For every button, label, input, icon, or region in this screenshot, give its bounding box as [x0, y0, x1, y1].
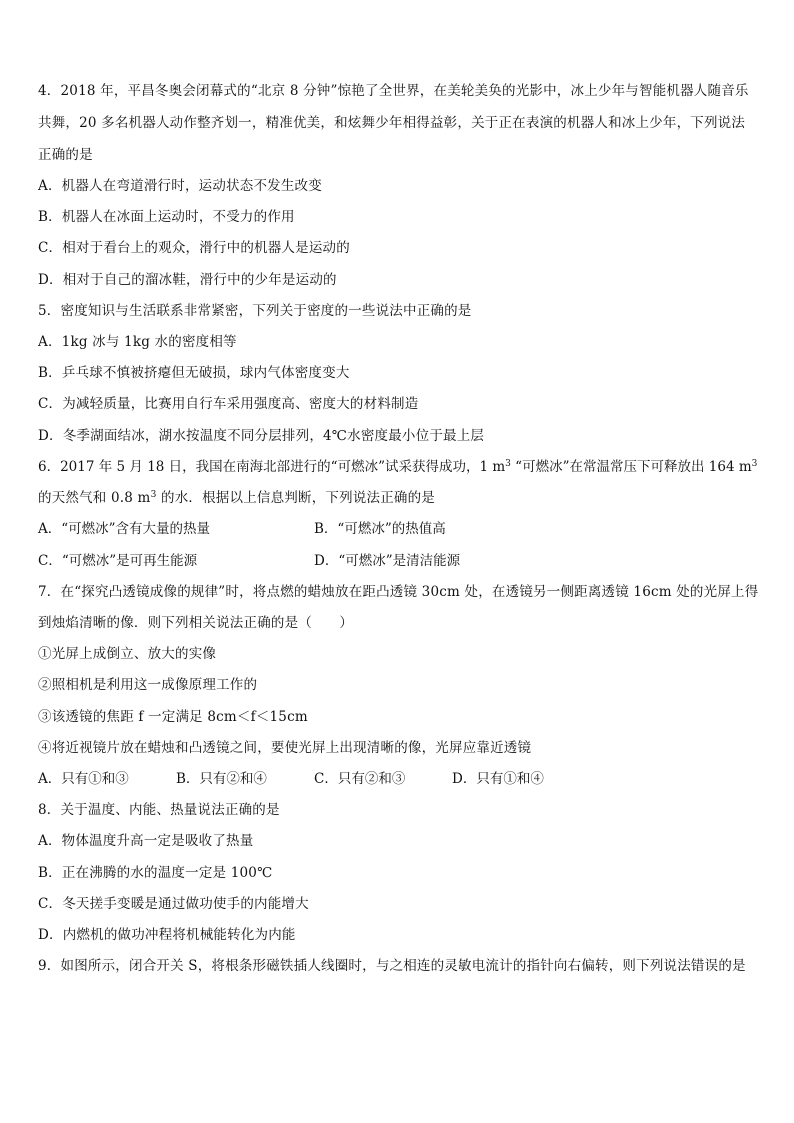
q7-statement-3: ③该透镜的焦距 f 一定满足 8cm＜f＜15cm — [38, 709, 308, 725]
q7-option-b: B．只有②和④ — [176, 771, 267, 787]
q7-option-a: A．只有①和③ — [38, 771, 129, 787]
q7-stem-line-2: 到烛焰清晰的像．则下列相关说法正确的是（ ） — [38, 615, 354, 631]
q4-option-c: C．相对于看台上的观众，滑行中的机器人是运动的 — [38, 240, 350, 256]
q7-statement-1: ①光屏上成倒立、放大的实像 — [38, 646, 217, 662]
q5-option-b: B．乒乓球不慎被挤瘪但无破损，球内气体密度变大 — [38, 365, 350, 381]
q8-option-c: C．冬天搓手变暖是通过做功使手的内能增大 — [38, 896, 309, 912]
q6-option-c: C．“可燃冰”是可再生能源 — [38, 553, 198, 569]
q8-option-a: A．物体温度升高一定是吸收了热量 — [38, 833, 254, 849]
q6-text-1b: “可燃冰”在常温常压下可释放出 164 m — [510, 459, 752, 475]
q6-stem-line-1 — [38, 458, 757, 476]
q5-stem: 5．密度知识与生活联系非常紧密，下列关于密度的一些说法中正确的是 — [38, 303, 472, 319]
q8-stem: 8．关于温度、内能、热量说法正确的是 — [38, 802, 280, 818]
q6-text-2b: 的水．根据以上信息判断，下列说法正确的是 — [156, 490, 435, 506]
q4-option-a: A．机器人在弯道滑行时，运动状态不发生改变 — [38, 178, 322, 194]
q4-stem-line-2: 共舞，20 多名机器人动作整齐划一，精准优美，和炫舞少年相得益彰，关于正在表演的机器人和冰上少年，下列说法 — [38, 115, 746, 131]
q5-option-a: A．1kg 冰与 1kg 水的密度相等 — [38, 334, 237, 350]
q4-stem-line-3: 正确的是 — [38, 147, 93, 163]
q4-option-b: B．机器人在冰面上运动时，不受力的作用 — [38, 209, 295, 225]
q9-stem: 9．如图所示，闭合开关 S，将根条形磁铁插人线圈时，与之相连的灵敏电流计的指针向右偏转，则下列说法错误的是 — [38, 958, 746, 974]
q6-sup-2: 3 — [751, 459, 758, 469]
q6-option-b: B．“可燃冰”的热值高 — [314, 521, 446, 537]
q6-text-1a: 6．2017 年 5 月 18 日，我国在南海北部进行的“可燃冰”试采获得成功，1 m — [38, 459, 506, 475]
q6-option-d: D．“可燃冰”是清洁能源 — [314, 553, 461, 569]
q8-option-d: D．内燃机的做功冲程将机械能转化为内能 — [38, 927, 296, 943]
q8-option-b: B．正在沸腾的水的温度一定是 100℃ — [38, 865, 273, 881]
q6-text-2a: 的天然气和 0.8 m — [38, 490, 151, 506]
q7-option-d: D．只有①和④ — [452, 771, 544, 787]
q4-option-d: D．相对于自己的溜冰鞋，滑行中的少年是运动的 — [38, 272, 337, 288]
q6-option-a: A．“可燃冰”含有大量的热量 — [38, 521, 211, 537]
q6-sup-3: 3 — [150, 490, 157, 500]
q7-statement-2: ②照相机是利用这一成像原理工作的 — [38, 677, 258, 693]
q5-option-c: C．为减轻质量，比赛用自行车采用强度高、密度大的材料制造 — [38, 396, 419, 412]
q7-option-c: C．只有②和③ — [314, 771, 406, 787]
q6-stem-line-2 — [38, 489, 435, 507]
q7-statement-4: ④将近视镜片放在蜡烛和凸透镜之间，要使光屏上出现清晰的像，光屏应靠近透镜 — [38, 740, 532, 756]
q7-stem-line-1: 7．在“探究凸透镜成像的规律”时，将点燃的蜡烛放在距凸透镜 30cm 处，在透镜另一侧距离透镜 16cm 处的光屏上得 — [38, 584, 759, 600]
q6-sup-1: 3 — [505, 459, 511, 469]
q4-stem-line-1: 4．2018 年，平昌冬奥会闭幕式的“北京 8 分钟”惊艳了全世界，在美轮美奂的光影中，冰上少年与智能机器人随音乐 — [38, 83, 749, 99]
q5-option-d: D．冬季湖面结冰，湖水按温度不同分层排列，4℃水密度最小位于最上层 — [38, 428, 485, 444]
